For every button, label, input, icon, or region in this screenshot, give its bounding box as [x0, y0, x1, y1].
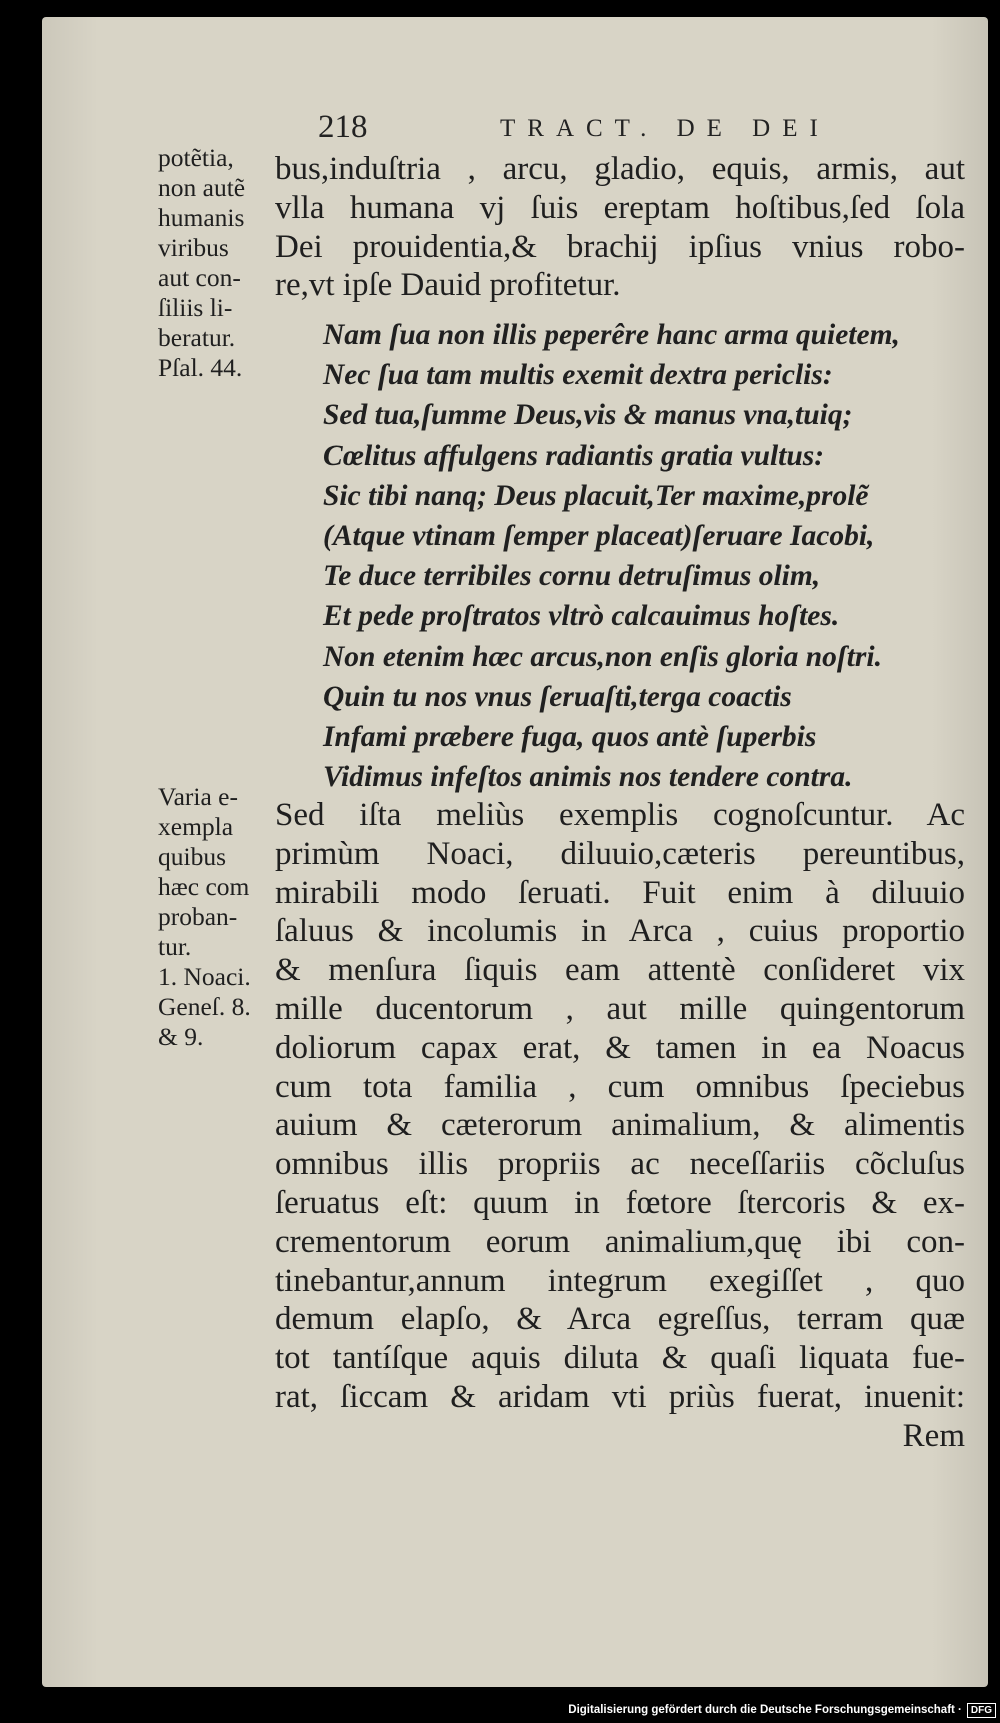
- prose-line: ſeruatus eſt: quum in fœtore ſtercoris & ex-: [275, 1184, 965, 1221]
- margin-line: 1. Noaci.: [158, 962, 251, 991]
- catchword: Rem: [902, 1417, 965, 1454]
- prose-line: tot tantíſque aquis diluta & quaſi liquata fue-: [275, 1340, 965, 1377]
- prose-line: re,vt ipſe Dauid profitetur.: [275, 267, 621, 304]
- marginal-note-2: [158, 782, 276, 1052]
- margin-line: non autẽ: [158, 173, 246, 202]
- prose-line: Dei prouidentia,& brachij ipſius vnius robo-: [275, 228, 965, 265]
- verse-line: Vidimus infeſtos animis nos tendere contra.: [323, 761, 853, 794]
- margin-line: aut con-: [158, 263, 241, 292]
- prose-block-top: [275, 150, 965, 305]
- prose-line: rat, ſiccam & aridam vti priùs fuerat, inuenit:: [275, 1378, 965, 1415]
- verse-line: Quin tu nos vnus ſeruaſti,terga coactis: [323, 680, 792, 713]
- margin-line: Pſal. 44.: [158, 353, 243, 382]
- prose-line: crementorum eorum animalium,quę ibi con-: [275, 1223, 965, 1260]
- prose-line: vlla humana vj ſuis ereptam hoſtibus,ſed ſola: [275, 189, 965, 226]
- prose-line: ſaluus & incolumis in Arca , cuius proportio: [275, 913, 965, 950]
- margin-line: ſiliis li-: [158, 293, 233, 322]
- prose-line: auium & cæterorum animalium, & alimentis: [275, 1107, 965, 1144]
- dfg-footer: [568, 1699, 996, 1721]
- margin-line: quibus: [158, 842, 227, 871]
- prose-line: doliorum capax erat, & tamen in ea Noacus: [275, 1029, 965, 1066]
- verse-line: Nec ſua tam multis exemit dextra periclis:: [323, 359, 833, 392]
- verse-line: (Atque vtinam ſemper placeat)ſeruare Iacobi,: [323, 519, 875, 552]
- margin-line: humanis: [158, 203, 245, 232]
- margin-line: beratur.: [158, 323, 236, 352]
- margin-line: Geneſ. 8.: [158, 992, 251, 1021]
- prose-line: & menſura ſiquis eam attentè conſideret vix: [275, 952, 965, 989]
- prose-line: omnibus illis propriis ac neceſſariis cõcluſus: [275, 1146, 965, 1183]
- verse-block: [323, 315, 963, 797]
- margin-line: viribus: [158, 233, 229, 262]
- footer-credit-text: Digitalisierung gefördert durch die Deutsche Forschungsgemeinschaft ·: [568, 1704, 962, 1716]
- margin-line: tur.: [158, 932, 192, 961]
- running-title: TRACT. DE DEI: [500, 115, 830, 142]
- marginal-note-1: [158, 143, 276, 383]
- prose-line: cum tota familia , cum omnibus ſpeciebus: [275, 1068, 965, 1105]
- prose-line: Sed iſta meliùs exemplis cognoſcuntur. Ac: [275, 797, 965, 833]
- prose-line: primùm Noaci, diluuio,cæteris pereuntibus,: [275, 835, 965, 872]
- prose-line: mirabili modo ſeruati. Fuit enim à diluuio: [275, 874, 965, 911]
- margin-line: & 9.: [158, 1022, 204, 1051]
- verse-line: Sic tibi nanq; Deus placuit,Ter maxime,prolẽ: [323, 479, 869, 512]
- verse-line: Non etenim hæc arcus,non enſis gloria noſtri.: [323, 640, 882, 673]
- verse-line: Nam ſua non illis peperêre hanc arma quietem,: [323, 319, 900, 351]
- verse-line: Te duce terribiles cornu detruſimus olim,: [323, 560, 821, 593]
- prose-line: bus,induſtria , arcu, gladio, equis, armis, aut: [275, 151, 965, 187]
- prose-line: demum elapſo, & Arca egreſſus, terram quæ: [275, 1301, 965, 1338]
- prose-line: tinebantur,annum integrum exegiſſet , quo: [275, 1262, 965, 1299]
- margin-line: potẽtia,: [158, 143, 234, 172]
- prose-line: mille ducentorum , aut mille quingentorum: [275, 990, 965, 1027]
- margin-line: Varia e-: [158, 782, 238, 811]
- page-number: 218: [318, 109, 368, 145]
- verse-line: Sed tua,ſumme Deus,vis & manus vna,tuiq;: [323, 399, 853, 432]
- dfg-logo: DFG: [967, 1703, 996, 1718]
- verse-line: Infami præbere fuga, quos antè ſuperbis: [323, 720, 817, 753]
- page-header: [310, 109, 958, 149]
- verse-line: Et pede proſtratos vltrò calcauimus hoſtes.: [323, 600, 840, 633]
- verse-line: Cœlitus affulgens radiantis gratia vultus:: [323, 439, 825, 472]
- margin-line: proban-: [158, 902, 238, 931]
- prose-block-bottom: [275, 796, 965, 1456]
- margin-line: hæc com: [158, 872, 250, 901]
- margin-line: xempla: [158, 812, 234, 841]
